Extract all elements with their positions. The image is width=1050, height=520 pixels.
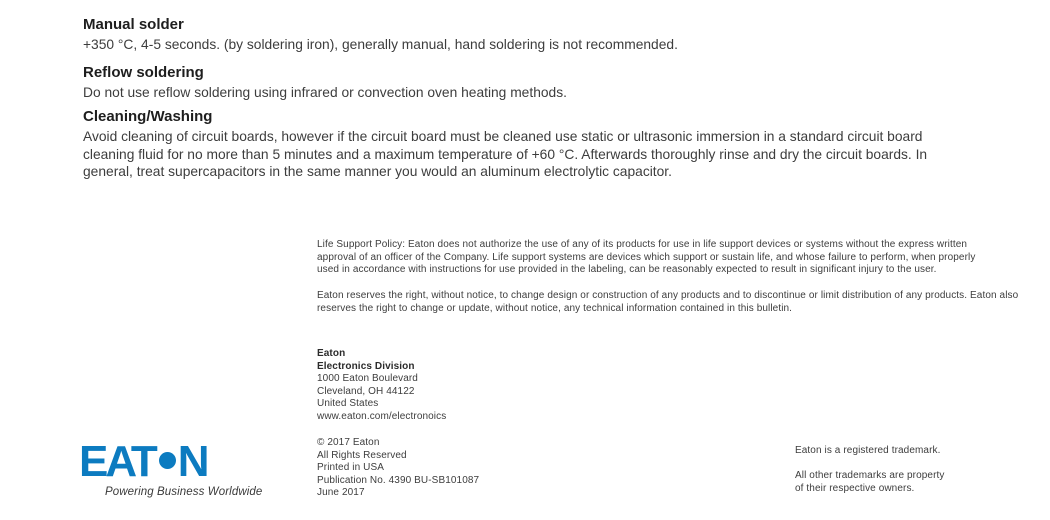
- section-heading: Manual solder: [83, 16, 184, 33]
- section-heading: Cleaning/Washing: [83, 108, 213, 125]
- eaton-wordmark: [79, 437, 262, 486]
- section-body-line: cleaning fluid for no more than 5 minutes and a maximum temperature of +60 °C. Afterwards thoroughly rinse and dry the circuit boards. In: [83, 146, 928, 162]
- legal-line: approval of an officer of the Company. Life support systems are devices which support or sustain life, and whose failure to perform, when properly: [317, 251, 976, 263]
- trademark-line: of their respective owners.: [795, 482, 915, 494]
- copyright-block: [317, 437, 479, 500]
- other-trademarks-notice: [795, 470, 944, 495]
- life-support-policy: [317, 239, 975, 277]
- rights-reservation-notice: [317, 290, 1018, 315]
- legal-line: used in accordance with instructions for use provided in the labeling, can be reasonably expected to result in significant injury to the user.: [317, 264, 937, 276]
- rights-reserved-line: All Rights Reserved: [317, 449, 407, 461]
- company-name: Eaton: [317, 348, 346, 359]
- eaton-logo: [79, 437, 263, 498]
- legal-line: Eaton reserves the right, without notice, to change design or construction of any products and to discontinue or limit distribution of any products. Eaton also: [317, 290, 1019, 301]
- copyright-line: © 2017 Eaton: [317, 437, 380, 448]
- printed-in-line: Printed in USA: [317, 462, 384, 474]
- address-street: 1000 Eaton Boulevard: [317, 373, 418, 385]
- publication-date-line: June 2017: [317, 487, 365, 499]
- section-reflow-soldering: [83, 64, 567, 102]
- section-body: Do not use reflow soldering using infrared or convection oven heating methods.: [83, 85, 567, 100]
- legal-line: reserves the right to change or update, without notice, any technical information contained in this bulletin.: [317, 302, 793, 314]
- company-website-url: www.eaton.com/electronoics: [317, 410, 447, 422]
- section-heading: Reflow soldering: [83, 64, 204, 81]
- trademark-line: All other trademarks are property: [795, 470, 945, 481]
- address-city: Cleveland, OH 44122: [317, 385, 415, 397]
- section-cleaning-washing: [83, 108, 927, 181]
- address-country: United States: [317, 398, 379, 410]
- wordmark-text-right: N: [177, 437, 207, 486]
- registered-trademark-notice: Eaton is a registered trademark.: [795, 445, 941, 456]
- wordmark-text-left: EAT: [79, 437, 155, 486]
- publication-number-line: Publication No. 4390 BU-SB101087: [317, 474, 480, 486]
- legal-line: Life Support Policy: Eaton does not authorize the use of any of its products for use in life support devices or systems without the express written: [317, 239, 968, 250]
- company-address-block: [317, 348, 446, 424]
- logo-o-dot-icon: [159, 452, 176, 469]
- section-body-line: general, treat supercapacitors in the same manner you would an aluminum electrolytic capacitor.: [83, 164, 672, 179]
- section-body: +350 °C, 4-5 seconds. (by soldering iron), generally manual, hand soldering is not recommended.: [83, 37, 678, 52]
- logo-tagline: Powering Business Worldwide: [105, 486, 263, 498]
- section-body-line: Avoid cleaning of circuit boards, however if the circuit board must be cleaned use static or ultrasonic immersion in a standard circuit board: [83, 129, 923, 144]
- section-manual-solder: [83, 16, 678, 54]
- company-division: Electronics Division: [317, 360, 415, 372]
